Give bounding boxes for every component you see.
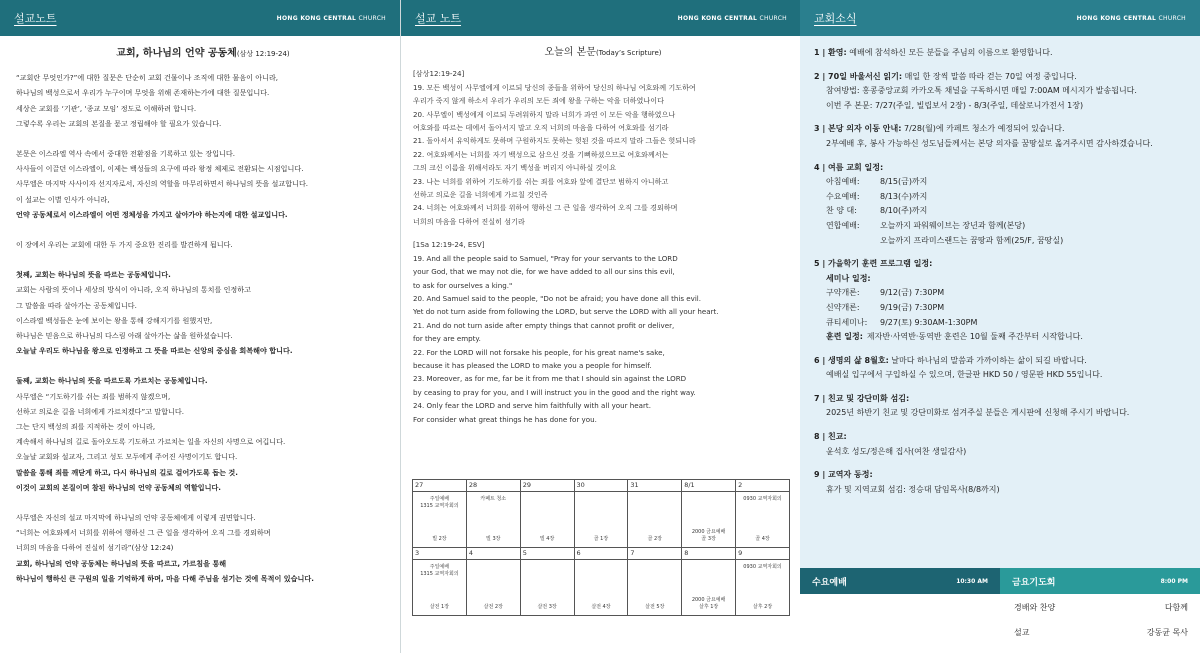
verse-line: your God, that we may not die, for we have added to all our sins this evil, xyxy=(413,267,675,277)
verse-line: 21. 돌아서서 유익하게도 못하며 구원하지도 못하는 헛된 것을 따르지 말라 그들은 헛되니라 xyxy=(413,136,696,146)
calendar-reading: 살후 2장 xyxy=(752,604,773,610)
notice-detail: 윤석호 성도/정은해 집사(여찬 생일감사) xyxy=(826,446,967,456)
calendar-cell xyxy=(628,492,682,548)
english-verses xyxy=(413,238,793,426)
church-name: HONG KONG CENTRAL CHURCH xyxy=(1076,14,1186,22)
page-header xyxy=(800,0,1200,36)
sermon-line: 이스라엘 백성들은 눈에 보이는 왕을 통해 강해지기를 원했지만, xyxy=(16,315,213,325)
schedule-row xyxy=(814,219,1190,234)
verse-line: [1Sa 12:19-24, ESV] xyxy=(413,240,485,250)
notice-heading xyxy=(814,46,1190,61)
schedule-row xyxy=(814,190,1190,205)
verse-line: 19. And all the people said to Samuel, "Pray for your servants to the LORD xyxy=(413,253,678,263)
verse-line: 여호와를 따르는 데에서 돌아서지 말고 오직 너희의 마음을 다하여 여호와를 섬기라 xyxy=(413,123,669,133)
schedule-value: 8/13(수)까지 xyxy=(880,191,928,201)
sermon-line: 세상은 교회를 ‘기관’, ‘종교 모임’ 정도로 이해하려 합니다. xyxy=(16,103,197,113)
notice-title: 4 | 여름 교회 일정: xyxy=(814,162,884,172)
notice-title: 2 | 70일 바울서신 읽기: xyxy=(814,71,903,81)
calendar-event: 0930 교역자회의 xyxy=(743,496,782,502)
calendar-date: 30 xyxy=(574,480,628,492)
calendar-reading: 살전 5장 xyxy=(645,604,665,610)
calendar-reading: 살전 3장 xyxy=(537,604,557,610)
schedule-label: 신약개론: xyxy=(826,302,860,312)
schedule-row xyxy=(814,272,1190,287)
schedule-label: 찬 양 대: xyxy=(826,206,857,216)
header-title: 설교 노트 xyxy=(415,12,462,25)
verse-line: 우리가 죽지 않게 하소서 우리가 우리의 모든 죄에 왕을 구하는 악을 더하였나이다 xyxy=(413,96,664,106)
program-row: 설교 강동균 목사 xyxy=(1014,628,1188,637)
notice-text: 예배에 참석하신 모든 분들을 주님의 이름으로 환영합니다. xyxy=(846,48,1053,57)
calendar-reading: 빌 4장 xyxy=(539,536,555,542)
notice-detail: 참여방법: 홍콩중앙교회 카카오톡 채널을 구독하시면 매일 7:00AM 메시지가 발송됩니다. xyxy=(826,86,1137,96)
calendar-cell xyxy=(466,492,520,548)
verse-line: 23. 나는 너희를 위하여 기도하기를 쉬는 죄를 여호와 앞에 결단코 범하지 아니하고 xyxy=(413,176,669,186)
calendar-event: 0930 교역자회의 xyxy=(743,564,782,570)
sermon-line: 하나님은 믿음으로 하나님의 다스림 아래 살아가는 삶을 원하셨습니다. xyxy=(16,331,233,341)
calendar-reading: 골 1장 xyxy=(593,536,609,542)
weekly-calendar xyxy=(412,479,790,616)
verse-line: 22. 여호와께서는 너희를 자기 백성으로 삼으신 것을 기뻐하셨으므로 여호와께서는 xyxy=(413,149,669,159)
schedule-row xyxy=(814,316,1190,331)
calendar-reading: 2000 금요예배 골 3장 xyxy=(691,529,726,542)
sermon-line: 이 설교는 이별 인사가 아니라, xyxy=(16,194,110,204)
schedule-value: 오늘까지 파워웨이브는 장년과 함께(본당) xyxy=(880,220,1026,230)
verse-line: 22. For the LORD will not forsake his people, for his great name's sake, xyxy=(413,347,665,357)
notice-title: 9 | 교역자 동정: xyxy=(814,470,873,480)
sermon-line: 선하고 의로운 길을 너희에게 가르치겠다”고 말합니다. xyxy=(16,406,184,416)
schedule-row xyxy=(814,175,1190,190)
calendar-date: 7 xyxy=(628,548,682,560)
schedule-label: 구약개론: xyxy=(826,288,860,298)
sermon-line: “교회란 무엇인가?”에 대한 질문은 단순히 교회 건물이나 조직에 대한 물음이 아니라, xyxy=(16,73,279,83)
notice-detail: 예배실 입구에서 구입하실 수 있으며, 한글판 HKD 50 / 영문판 HKD 55입니다. xyxy=(826,370,1103,380)
schedule-label: 연합예배: xyxy=(826,220,860,230)
notice-item xyxy=(814,392,1190,421)
calendar-date: 6 xyxy=(574,548,628,560)
scripture-body xyxy=(413,46,793,436)
schedule-label: 아침예배: xyxy=(826,177,860,187)
sermon-line: 하나님의 백성으로서 우리가 누구이며 무엇을 위해 존재하는가에 대한 질문입니다. xyxy=(16,88,270,98)
verse-line: 23. Moreover, as for me, far be it from me that I should sin against the LORD xyxy=(413,374,687,384)
verse-line: for they are empty. xyxy=(413,334,481,344)
notice-item xyxy=(814,354,1190,383)
calendar-date: 4 xyxy=(466,548,520,560)
calendar-date: 29 xyxy=(520,480,574,492)
verse-line: by ceasing to pray for you, and I will instruct you in the good and the right way. xyxy=(413,387,696,397)
notice-text: 매일 한 장씩 말씀 따라 걷는 70일 여정 중입니다. xyxy=(902,71,1077,81)
calendar-cell xyxy=(736,492,790,548)
notice-heading xyxy=(814,122,1190,137)
schedule-value: 8/10(주)까지 xyxy=(880,206,928,216)
friday-prayer-details xyxy=(1000,594,1200,653)
verse-line: 그의 크신 이름을 위해서라도 자기 백성을 버리지 아니하실 것이요 xyxy=(413,163,617,173)
calendar-cell xyxy=(682,492,736,548)
calendar-date: 2 xyxy=(736,480,790,492)
page-header xyxy=(0,0,400,36)
verse-line: 24. 너희는 여호와께서 너희를 위하여 행하신 그 큰 일을 생각하여 오직 그를 경외하며 xyxy=(413,203,678,213)
calendar-reading: 골 2장 xyxy=(647,536,663,542)
sermon-line: 본문은 이스라엘 역사 속에서 중대한 전환점을 기록하고 있는 장입니다. xyxy=(16,149,236,159)
verse-line: Yet do not turn aside from following the LORD, but serve the LORD with all your heart. xyxy=(413,307,719,317)
calendar-cell xyxy=(413,560,467,616)
calendar-event-row xyxy=(413,492,790,548)
calendar-cell xyxy=(520,492,574,548)
notice-item xyxy=(814,161,1190,249)
schedule-row xyxy=(814,301,1190,316)
schedule-value: 9/12(금) 7:30PM xyxy=(880,288,945,298)
calendar-date-row xyxy=(413,548,790,560)
calendar-cell xyxy=(413,492,467,548)
sermon-line: 말씀을 통해 죄를 깨닫게 하고, 다시 하나님의 길로 걸어가도록 돕는 것. xyxy=(16,467,238,477)
sermon-line: 사무엘은 “기도하기를 쉬는 죄를 범하지 않겠으며, xyxy=(16,391,171,401)
notice-heading xyxy=(814,161,1190,176)
calendar-reading: 2000 금요예배 살후 1장 xyxy=(691,597,726,610)
schedule-label: 큐티세미나: xyxy=(826,317,868,327)
calendar-date: 31 xyxy=(628,480,682,492)
church-name: HONG KONG CENTRAL CHURCH xyxy=(276,14,386,22)
page-header xyxy=(401,0,801,36)
calendar-date: 28 xyxy=(466,480,520,492)
notice-detail: 2부예배 후, 봉사 가능하신 성도님들께서는 본당 의자를 꿈땅실로 옮겨주시면 감사하겠습니다. xyxy=(826,138,1153,148)
notice-title: 5 | 가을학기 훈련 프로그램 일정: xyxy=(814,259,933,269)
sermon-line: 오늘날 우리도 하나님을 왕으로 인정하고 그 뜻을 따르는 신앙의 중심을 회복해야 합니다. xyxy=(16,346,293,356)
sermon-paragraph xyxy=(16,267,390,358)
notice-detail: 이번 주 본문: 7/27(주일, 빌립보서 2장) - 8/3(주일, 데살로니가전서 1장) xyxy=(826,100,1084,110)
calendar-cell xyxy=(682,560,736,616)
calendar-cell xyxy=(628,560,682,616)
church-news-page xyxy=(800,0,1200,653)
notice-text: 7/28(월)에 카페트 청소가 예정되어 있습니다. xyxy=(901,124,1065,134)
sermon-line: 첫째, 교회는 하나님의 뜻을 따르는 공동체입니다. xyxy=(16,270,171,280)
calendar-cell xyxy=(574,560,628,616)
calendar-date: 5 xyxy=(520,548,574,560)
sermon-line: 사무엘은 마지막 사사이자 선지자로서, 자신의 역할을 마무리하면서 하나님의 뜻을 설교합니다. xyxy=(16,179,309,189)
church-name: HONG KONG CENTRAL CHURCH xyxy=(677,14,787,22)
calendar-reading: 살전 4장 xyxy=(591,604,611,610)
wednesday-service-bar: 수요예배 10:30 AM xyxy=(800,568,1000,594)
sermon-paragraphs xyxy=(16,70,390,586)
notice-item xyxy=(814,468,1190,497)
schedule-value: 9/27(토) 9:30AM-1:30PM xyxy=(880,317,978,327)
sermon-line: “너희는 여호와께서 너희를 위하여 행하신 그 큰 일을 생각하여 오직 그를 경외하며 xyxy=(16,528,271,538)
sermon-line: 계속해서 하나님의 길로 돌아오도록 기도하고 가르치는 일을 자신의 사명으로 여깁니다. xyxy=(16,437,286,447)
sermon-line: 사사들이 이끌던 이스라엘이, 이제는 백성들의 요구에 따라 왕정 체제로 전환되는 시점입니다. xyxy=(16,164,304,174)
calendar-cell xyxy=(466,560,520,616)
schedule-row xyxy=(814,234,1190,249)
sermon-line: 둘째, 교회는 하나님의 뜻을 따르도록 가르치는 공동체입니다. xyxy=(16,376,208,386)
schedule-value: 오늘까지 프라미스랜드는 꿈땅과 함께(25/F, 꿈땅실) xyxy=(880,235,1064,245)
calendar-event: 주일예배 1315 교역자회의 xyxy=(420,496,459,509)
header-title: 교회소식 xyxy=(814,12,857,25)
notice-detail: 2025년 하반기 친교 및 강단미화로 섬겨주실 분들은 게시판에 신청해 주시기 바랍니다. xyxy=(826,408,1130,418)
notice-title: 1 | 환영: xyxy=(814,48,847,57)
calendar-date-row xyxy=(413,480,790,492)
service-schedule xyxy=(800,568,1200,653)
calendar-date: 8 xyxy=(682,548,736,560)
header-title: 설교노트 xyxy=(14,12,57,25)
notice-heading xyxy=(814,257,1190,272)
sermon-body xyxy=(16,46,390,601)
schedule-label: 훈련 일정: xyxy=(826,332,863,342)
scripture-title: 오늘의 본문(Today’s Scripture) xyxy=(544,47,662,58)
notice-item xyxy=(814,122,1190,151)
calendar-reading: 빌 2장 xyxy=(432,536,447,542)
notice-text: 날마다 하나님의 말씀과 가까이하는 삶이 되길 바랍니다. xyxy=(888,355,1087,365)
schedule-value: 8/15(금)까지 xyxy=(880,177,928,187)
sermon-line: 이 장에서 우리는 교회에 대한 두 가지 중요한 진리를 발견하게 됩니다. xyxy=(16,240,233,250)
sermon-title: 교회, 하나님의 언약 공동체(삼상 12:19-24) xyxy=(116,48,290,59)
schedule-label: 세미나 일정: xyxy=(826,273,871,283)
sermon-paragraph xyxy=(16,237,390,252)
calendar-reading: 빌 3장 xyxy=(486,536,501,542)
schedule-row xyxy=(814,204,1190,219)
calendar-date: 27 xyxy=(413,480,467,492)
notice-title: 6 | 생명의 삶 8월호: xyxy=(814,355,889,365)
notice-heading xyxy=(814,70,1190,85)
verse-line: 선하고 의로운 길을 너희에게 가르칠 것인즉 xyxy=(413,190,548,200)
verse-line: because it has pleased the LORD to make you a people for himself. xyxy=(413,360,652,370)
sermon-line: 이것이 교회의 본질이며 참된 하나님의 언약 공동체의 역할입니다. xyxy=(16,482,221,492)
sermon-line: 교회, 하나님의 언약 공동체는 하나님의 뜻을 따르고, 가르침을 통해 xyxy=(16,558,227,568)
sermon-paragraph xyxy=(16,373,390,495)
notice-item xyxy=(814,70,1190,114)
notice-detail: 휴가 및 지역교회 섬김: 정승대 담임목사(8/8까지) xyxy=(826,484,1000,494)
schedule-value: 제자반·사역반·동역반 훈련은 10월 둘째 주간부터 시작합니다. xyxy=(866,332,1083,342)
sermon-line: 그렇수록 우리는 교회의 본질을 묻고 정립해야 할 필요가 있습니다. xyxy=(16,118,222,128)
calendar-reading: 살전 2장 xyxy=(483,604,503,610)
verse-line: [삼상12:19-24] xyxy=(413,69,465,79)
calendar-event: 주일예배 1315 교역자회의 xyxy=(420,564,459,577)
calendar-date: 3 xyxy=(413,548,467,560)
calendar-reading: 살전 1장 xyxy=(429,604,450,610)
notice-title: 8 | 친교: xyxy=(814,432,847,442)
schedule-row xyxy=(814,286,1190,301)
notice-heading xyxy=(814,430,1190,445)
sermon-line: 그는 단지 백성의 죄를 지적하는 것이 아니라, xyxy=(16,422,156,432)
verse-line: 19. 모든 백성이 사무엘에게 이르되 당신의 종들을 위하여 당신의 하나님 여호와께 기도하여 xyxy=(413,82,696,92)
sermon-paragraph xyxy=(16,146,390,222)
friday-prayer-bar: 금요기도회 8:00 PM xyxy=(1000,568,1200,594)
calendar-cell xyxy=(736,560,790,616)
verse-line: 너희의 마음을 다하여 진실히 섬기라 xyxy=(413,216,525,226)
calendar-reading: 골 4장 xyxy=(755,536,770,542)
calendar-date: 8/1 xyxy=(682,480,736,492)
verse-line: 24. Only fear the LORD and serve him faithfully with all your heart. xyxy=(413,401,651,411)
calendar-cell xyxy=(574,492,628,548)
sermon-line: 하나님이 행하신 큰 구원의 일을 기억하게 하며, 마음 다해 주님을 섬기는 것에 목적이 있습니다. xyxy=(16,573,314,583)
schedule-row xyxy=(814,330,1190,345)
verse-line: 20. And Samuel said to the people, "Do not be afraid; you have done all this evil. xyxy=(413,293,702,303)
verse-line: 21. And do not turn aside after empty things that cannot profit or deliver, xyxy=(413,320,675,330)
sermon-line: 교회는 사람의 뜻이나 세상의 방식이 아니라, 오직 하나님의 통치를 인정하고 xyxy=(16,285,251,295)
notice-item xyxy=(814,46,1190,61)
sermon-line: 오늘날 교회와 설교자, 그리고 성도 모두에게 주어진 사명이기도 합니다. xyxy=(16,452,238,462)
calendar-date: 9 xyxy=(736,548,790,560)
sermon-line: 그 말씀을 따라 살아가는 공동체입니다. xyxy=(16,300,137,310)
program-row: 경배와 찬양 다함께 xyxy=(1014,603,1188,612)
korean-verses xyxy=(413,67,793,228)
sermon-paragraph xyxy=(16,510,390,586)
notice-item xyxy=(814,257,1190,345)
verse-line: 20. 사무엘이 백성에게 이르되 두려워하지 말라 너희가 과연 이 모든 악을 행하였으나 xyxy=(413,109,676,119)
notices-list xyxy=(814,46,1190,506)
calendar-event-row xyxy=(413,560,790,616)
notice-title: 3 | 본당 의자 이동 안내: xyxy=(814,124,902,134)
notice-title: 7 | 친교 및 강단미화 섬김: xyxy=(814,393,910,403)
sermon-notes-page xyxy=(0,0,400,653)
calendar-cell xyxy=(520,560,574,616)
sermon-line: 언약 공동체로서 이스라엘이 어떤 정체성을 가지고 살아가야 하는지에 대한 설교입니다. xyxy=(16,209,288,219)
notice-item xyxy=(814,430,1190,459)
calendar-event: 카페트 청소 xyxy=(480,496,507,502)
notice-heading xyxy=(814,354,1190,369)
notice-heading xyxy=(814,468,1190,483)
schedule-label: 수요예배: xyxy=(826,191,860,201)
schedule-label xyxy=(826,234,880,249)
verse-line: For consider what great things he has done for you. xyxy=(413,414,597,424)
notice-heading xyxy=(814,392,1190,407)
schedule-value: 9/19(금) 7:30PM xyxy=(880,302,945,312)
sermon-line: 사무엘은 자신의 설교 마지막에 하나님의 언약 공동체에게 이렇게 권면합니다. xyxy=(16,513,256,523)
verse-line: to ask for ourselves a king." xyxy=(413,280,513,290)
sermon-line: 너희의 마음을 다하여 진실히 섬기라”(삼상 12:24) xyxy=(16,543,174,553)
sermon-paragraph xyxy=(16,70,390,131)
wednesday-service-details xyxy=(800,594,1000,653)
